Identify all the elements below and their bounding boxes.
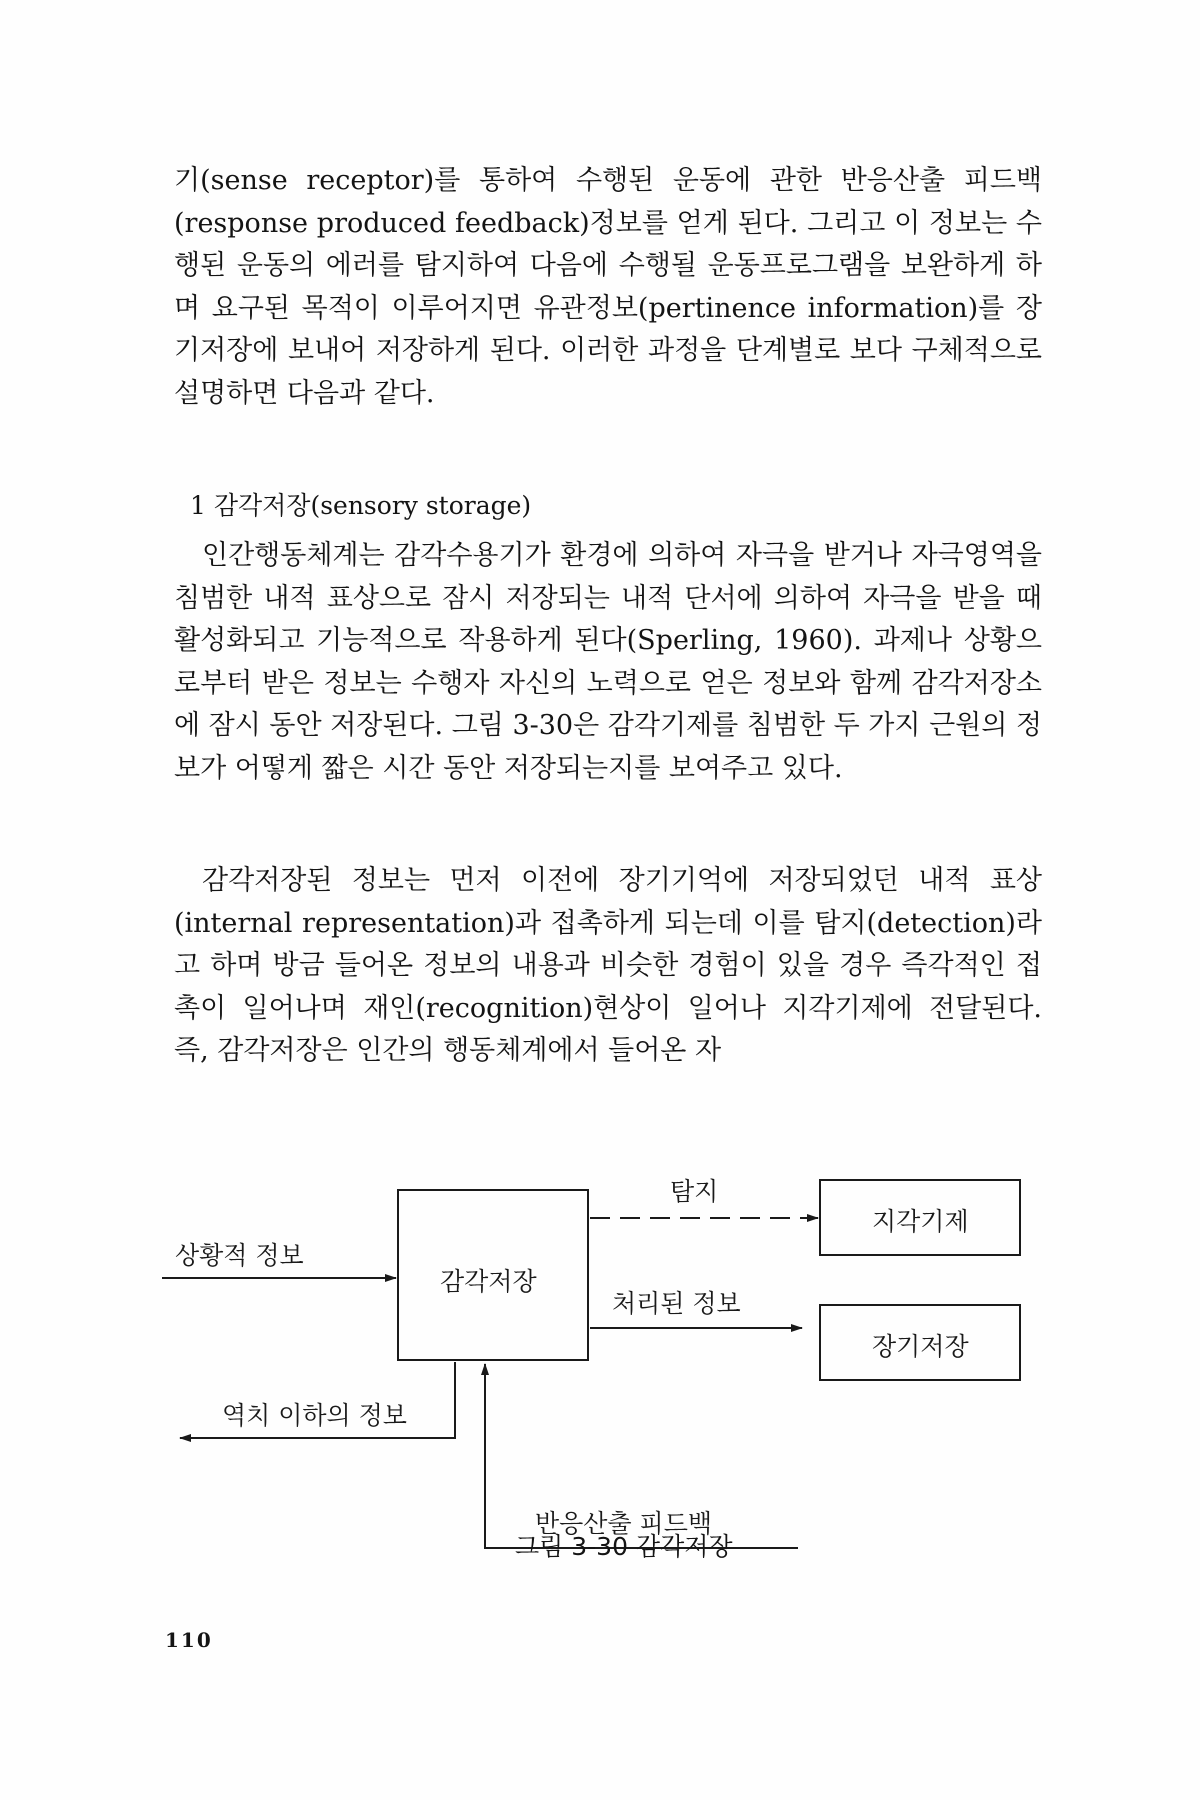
subthreshold-label: 역치 이하의 정보 (222, 1401, 407, 1430)
feedback-label: 반응산출 피드백 (535, 1509, 712, 1538)
paragraph-sensory-storage (174, 535, 1042, 790)
paragraph-intro (174, 160, 1042, 415)
input-label: 상황적 정보 (175, 1241, 304, 1270)
page-number: 110 (165, 1628, 213, 1652)
paragraph-detection (174, 860, 1042, 1073)
perception-box-label: 지각기제 (872, 1207, 969, 1236)
processed-label: 처리된 정보 (612, 1289, 741, 1318)
paragraph-text: 인간행동체계는 감각수용기가 환경에 의하여 자극을 받거나 자극영역을 침범한 내적 표상으로 잠시 저장되는 내적 단서에 의하여 자극을 받을 때 활성화되고 기능적으로 작용하게 된다(Sperling, 1960). 과제나 상황으로부터 받은 정보는 수행자 자신의 노력으로 얻은 정보와 함께 감각저장소에 잠시 동안 저장된다. 그림 3-30은 감각기제를 침범한 두 가지 근원의 정보가 어떻게 짧은 시간 동안 저장되는지를 보여주고 있다. (174, 540, 1042, 784)
longterm-box-label: 장기저장 (872, 1332, 969, 1361)
section-heading: 1 감각저장(sensory storage) (190, 491, 532, 520)
paragraph-text: 감각저장된 정보는 먼저 이전에 장기기억에 저장되었던 내적 표상(internal representation)과 접촉하게 되는데 이를 탐지(detection)라고 하며 방금 들어온 정보의 내용과 비슷한 경험이 있을 경우 즉각적인 접촉이 일어나며 재인(recognition)현상이 일어나 지각기제에 전달된다. 즉, 감각저장은 인간의 행동체계에서 들어온 자 (174, 865, 1042, 1066)
center-box-label: 감각저장 (440, 1267, 537, 1296)
paragraph-text: 기(sense receptor)를 통하여 수행된 운동에 관한 반응산출 피드백(response produced feedback)정보를 얻게 된다. 그리고 이 정보는 수행된 운동의 에러를 탐지하여 다음에 수행될 운동프로그램을 보완하게 하며 요구된 목적이 이루어지면 유관정보(pertinence information)를 장기저장에 보내어 저장하게 된다. 이러한 과정을 단계별로 보다 구체적으로 설명하면 다음과 같다. (174, 165, 1042, 409)
figure-caption: 그림 3-30 감각저장 (515, 1532, 733, 1561)
detection-label: 탐지 (670, 1177, 719, 1206)
